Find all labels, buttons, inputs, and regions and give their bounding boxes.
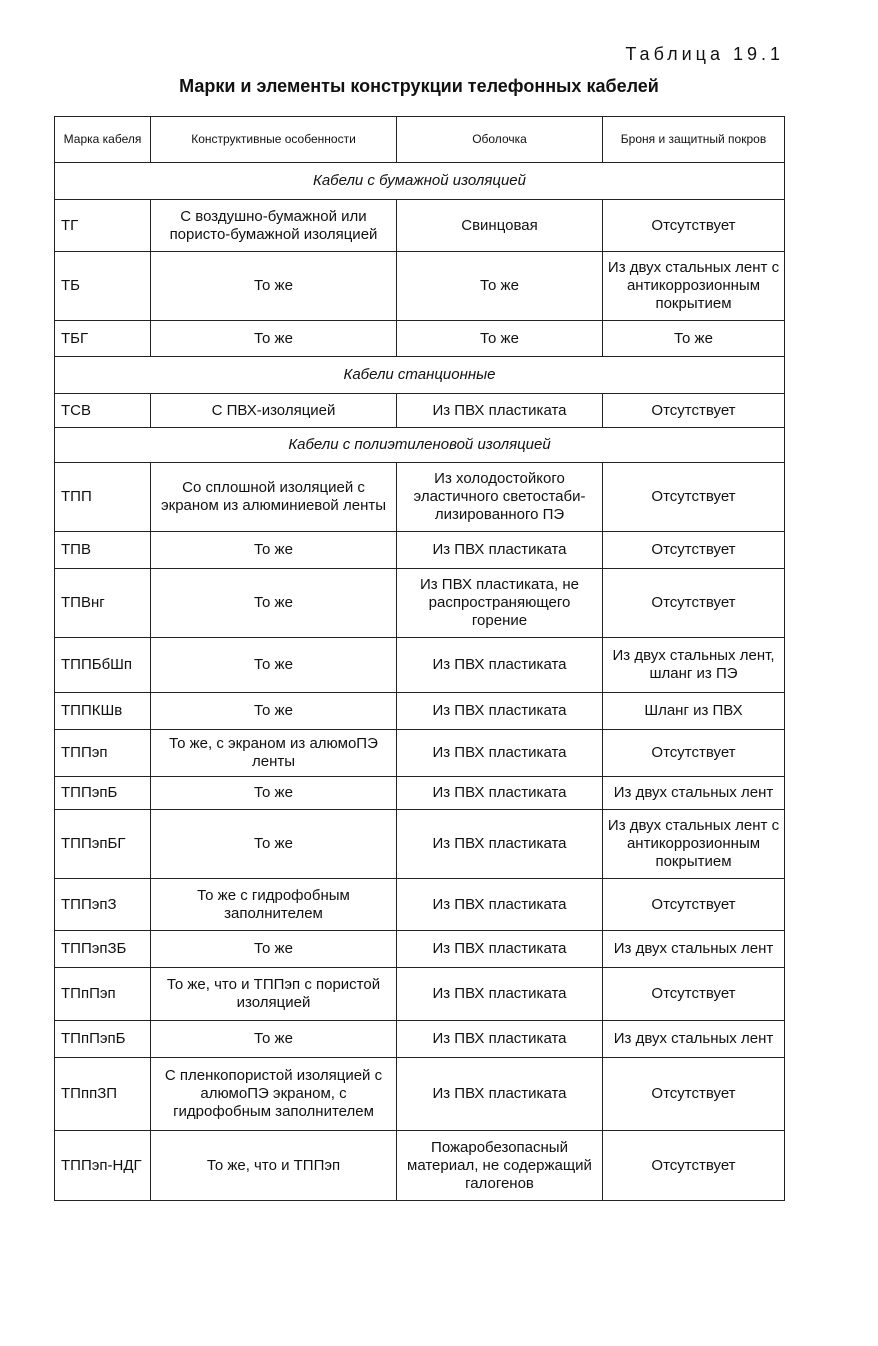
armor-cell: То же	[603, 321, 785, 357]
design-features-cell: То же	[151, 252, 397, 321]
design-features-cell: То же	[151, 638, 397, 693]
armor-cell: Отсутствует	[603, 200, 785, 252]
cable-mark-cell: ТПпПэпБ	[55, 1021, 151, 1058]
sheath-cell: Из ПВХ пластиката	[397, 1058, 603, 1131]
armor-cell: Из двух стальных лент	[603, 777, 785, 810]
table-row	[55, 693, 785, 730]
sheath-cell: Из ПВХ пластиката	[397, 638, 603, 693]
cable-mark-cell: ТППБбШп	[55, 638, 151, 693]
table-row	[55, 810, 785, 879]
table-row	[55, 394, 785, 428]
table-row	[55, 1021, 785, 1058]
table-row	[55, 321, 785, 357]
column-header: Марка кабеля	[55, 117, 151, 163]
sheath-cell: Из ПВХ пластиката	[397, 693, 603, 730]
cable-mark-cell: ТГ	[55, 200, 151, 252]
table-row	[55, 200, 785, 252]
design-features-cell: То же, что и ТППэп	[151, 1131, 397, 1201]
armor-cell: Отсутствует	[603, 463, 785, 532]
design-features-cell: Со сплошной изоляцией с экраном из алюминиевой ленты	[151, 463, 397, 532]
section-row	[55, 357, 785, 394]
cable-mark-cell: ТПпПэп	[55, 968, 151, 1021]
cable-mark-cell: ТПВ	[55, 532, 151, 569]
design-features-cell: То же	[151, 569, 397, 638]
design-features-cell: То же	[151, 693, 397, 730]
armor-cell: Из двух стальных лент, шланг из ПЭ	[603, 638, 785, 693]
sheath-cell: Пожаробезопасный материал, не содержащий галогенов	[397, 1131, 603, 1201]
table-title: Марки и элементы конструкции телефонных кабелей	[179, 76, 659, 96]
armor-cell: Отсутствует	[603, 569, 785, 638]
sheath-cell: Из холодостойкого эластичного светостаби-лизированного ПЭ	[397, 463, 603, 532]
design-features-cell: С пленкопористой изоляцией с алюмоПЭ экраном, с гидрофобным заполнителем	[151, 1058, 397, 1131]
armor-cell: Из двух стальных лент с антикоррозионным покрытием	[603, 810, 785, 879]
table-body	[55, 163, 785, 1201]
cable-table	[54, 116, 785, 1201]
table-row	[55, 463, 785, 532]
section-title: Кабели с полиэтиленовой изоляцией	[55, 428, 785, 463]
sheath-cell: Из ПВХ пластиката, не распространяющего горение	[397, 569, 603, 638]
cable-mark-cell: ТППэпЗ	[55, 879, 151, 931]
section-row	[55, 163, 785, 200]
section-row	[55, 428, 785, 463]
sheath-cell: Из ПВХ пластиката	[397, 879, 603, 931]
cable-mark-cell: ТБ	[55, 252, 151, 321]
sheath-cell: Из ПВХ пластиката	[397, 730, 603, 777]
section-title: Кабели станционные	[55, 357, 785, 394]
table-row	[55, 879, 785, 931]
design-features-cell: То же, с экраном из алюмоПЭ ленты	[151, 730, 397, 777]
armor-cell: Шланг из ПВХ	[603, 693, 785, 730]
table-row	[55, 569, 785, 638]
table-row	[55, 730, 785, 777]
cable-mark-cell: ТППэпЗБ	[55, 931, 151, 968]
armor-cell: Отсутствует	[603, 879, 785, 931]
armor-cell: Отсутствует	[603, 1058, 785, 1131]
armor-cell: Из двух стальных лент	[603, 1021, 785, 1058]
sheath-cell: Из ПВХ пластиката	[397, 810, 603, 879]
table-row	[55, 1058, 785, 1131]
design-features-cell: То же	[151, 810, 397, 879]
header-row	[55, 117, 785, 163]
table-number-label: Таблица 19.1	[625, 44, 784, 64]
cable-mark-cell: ТППэпБ	[55, 777, 151, 810]
table-row	[55, 968, 785, 1021]
design-features-cell: С воздушно-бумажной или пористо-бумажной изоляцией	[151, 200, 397, 252]
cable-mark-cell: ТПП	[55, 463, 151, 532]
design-features-cell: То же	[151, 931, 397, 968]
armor-cell: Из двух стальных лент с антикоррозионным покрытием	[603, 252, 785, 321]
table-row	[55, 931, 785, 968]
table-row	[55, 252, 785, 321]
cable-mark-cell: ТППэп-НДГ	[55, 1131, 151, 1201]
sheath-cell: Из ПВХ пластиката	[397, 1021, 603, 1058]
table-row	[55, 532, 785, 569]
armor-cell: Отсутствует	[603, 532, 785, 569]
sheath-cell: Из ПВХ пластиката	[397, 394, 603, 428]
design-features-cell: С ПВХ-изоляцией	[151, 394, 397, 428]
sheath-cell: Из ПВХ пластиката	[397, 931, 603, 968]
design-features-cell: То же	[151, 532, 397, 569]
table-row	[55, 638, 785, 693]
cable-mark-cell: ТПВнг	[55, 569, 151, 638]
armor-cell: Из двух стальных лент	[603, 931, 785, 968]
table-row	[55, 777, 785, 810]
sheath-cell: Из ПВХ пластиката	[397, 777, 603, 810]
cable-mark-cell: ТППКШв	[55, 693, 151, 730]
cable-mark-cell: ТБГ	[55, 321, 151, 357]
column-header: Оболочка	[397, 117, 603, 163]
sheath-cell: Свинцовая	[397, 200, 603, 252]
design-features-cell: То же	[151, 321, 397, 357]
cable-mark-cell: ТППэпБГ	[55, 810, 151, 879]
sheath-cell: Из ПВХ пластиката	[397, 968, 603, 1021]
column-header: Конструктивные особенности	[151, 117, 397, 163]
armor-cell: Отсутствует	[603, 730, 785, 777]
design-features-cell: То же	[151, 1021, 397, 1058]
armor-cell: Отсутствует	[603, 968, 785, 1021]
column-header: Броня и защитный покров	[603, 117, 785, 163]
design-features-cell: То же с гидрофобным заполнителем	[151, 879, 397, 931]
table-row	[55, 1131, 785, 1201]
design-features-cell: То же, что и ТППэп с пористой изоляцией	[151, 968, 397, 1021]
design-features-cell: То же	[151, 777, 397, 810]
cable-mark-cell: ТСВ	[55, 394, 151, 428]
sheath-cell: То же	[397, 321, 603, 357]
cable-mark-cell: ТПппЗП	[55, 1058, 151, 1131]
sheath-cell: То же	[397, 252, 603, 321]
armor-cell: Отсутствует	[603, 394, 785, 428]
section-title: Кабели с бумажной изоляцией	[55, 163, 785, 200]
armor-cell: Отсутствует	[603, 1131, 785, 1201]
cable-mark-cell: ТППэп	[55, 730, 151, 777]
sheath-cell: Из ПВХ пластиката	[397, 532, 603, 569]
